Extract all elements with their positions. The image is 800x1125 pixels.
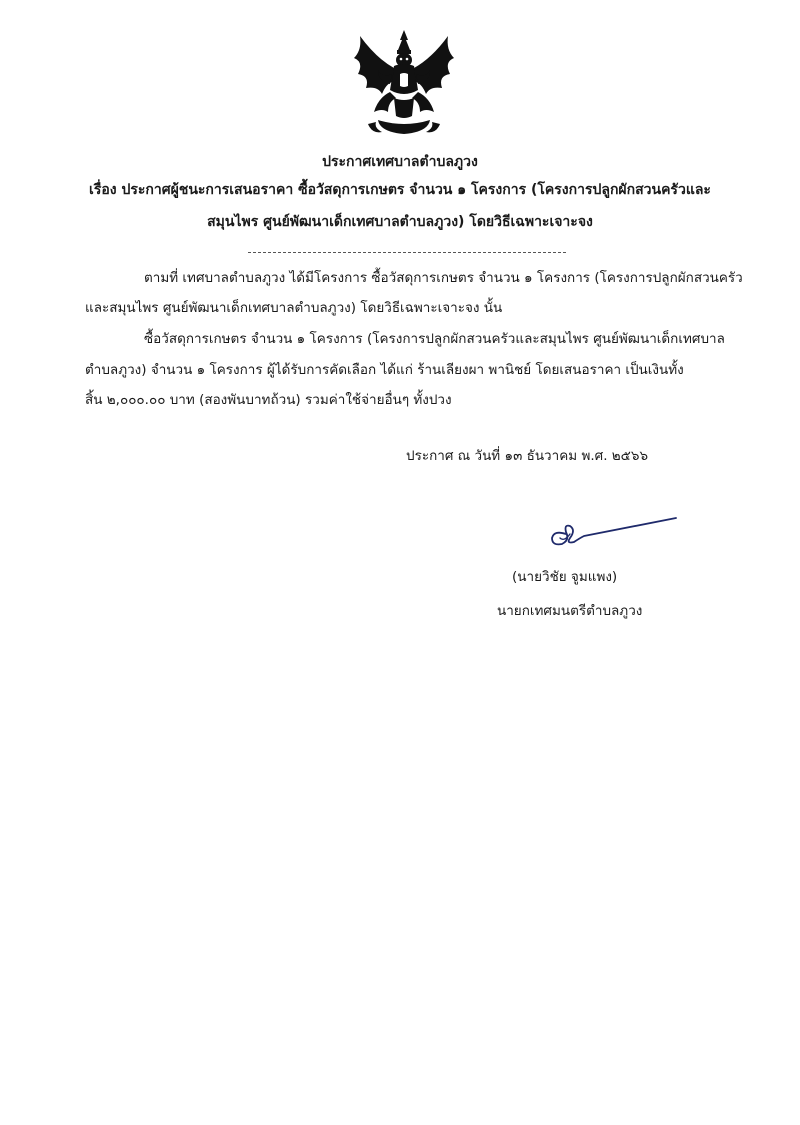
garuda-emblem-icon (348, 28, 460, 138)
paragraph-2-line-1: ซื้อวัสดุการเกษตร จำนวน ๑ โครงการ (โครงการปลูกผักสวนครัวและสมุนไพร ศูนย์พัฒนาเด็กเทศบาล (144, 331, 725, 347)
separator-line (248, 252, 566, 253)
handwritten-signature (540, 512, 680, 554)
paragraph-1-line-1: ตามที่ เทศบาลตำบลภูวง ได้มีโครงการ ซื้อวัสดุการเกษตร จำนวน ๑ โครงการ (โครงการปลูกผักสวนครัว (144, 270, 743, 286)
signer-name: (นายวิชัย จูมแพง) (512, 569, 618, 585)
paragraph-1-line-2: และสมุนไพร ศูนย์พัฒนาเด็กเทศบาลตำบลภูวง) โดยวิธีเฉพาะเจาะจง นั้น (85, 300, 503, 316)
announcement-date: ประกาศ ณ วันที่ ๑๓ ธันวาคม พ.ศ. ๒๕๖๖ (406, 448, 649, 464)
subject-line-1: เรื่อง ประกาศผู้ชนะการเสนอราคา ซื้อวัสดุการเกษตร จำนวน ๑ โครงการ (โครงการปลูกผักสวนครัวและ (89, 182, 711, 198)
document-title: ประกาศเทศบาลตำบลภูวง (322, 154, 478, 170)
subject-line-2: สมุนไพร ศูนย์พัฒนาเด็กเทศบาลตำบลภูวง) โดยวิธีเฉพาะเจาะจง (207, 214, 593, 230)
paragraph-2-line-2: ตำบลภูวง) จำนวน ๑ โครงการ ผู้ได้รับการคัดเลือก ได้แก่ ร้านเลียงผา พานิชย์ โดยเสนอราคา เป็นเงินทั้ง (85, 362, 684, 378)
paragraph-2-line-3: สิ้น ๒,๐๐๐.๐๐ บาท (สองพันบาทถ้วน) รวมค่าใช้จ่ายอื่นๆ ทั้งปวง (85, 392, 452, 408)
signer-position: นายกเทศมนตรีตำบลภูวง (497, 603, 643, 619)
